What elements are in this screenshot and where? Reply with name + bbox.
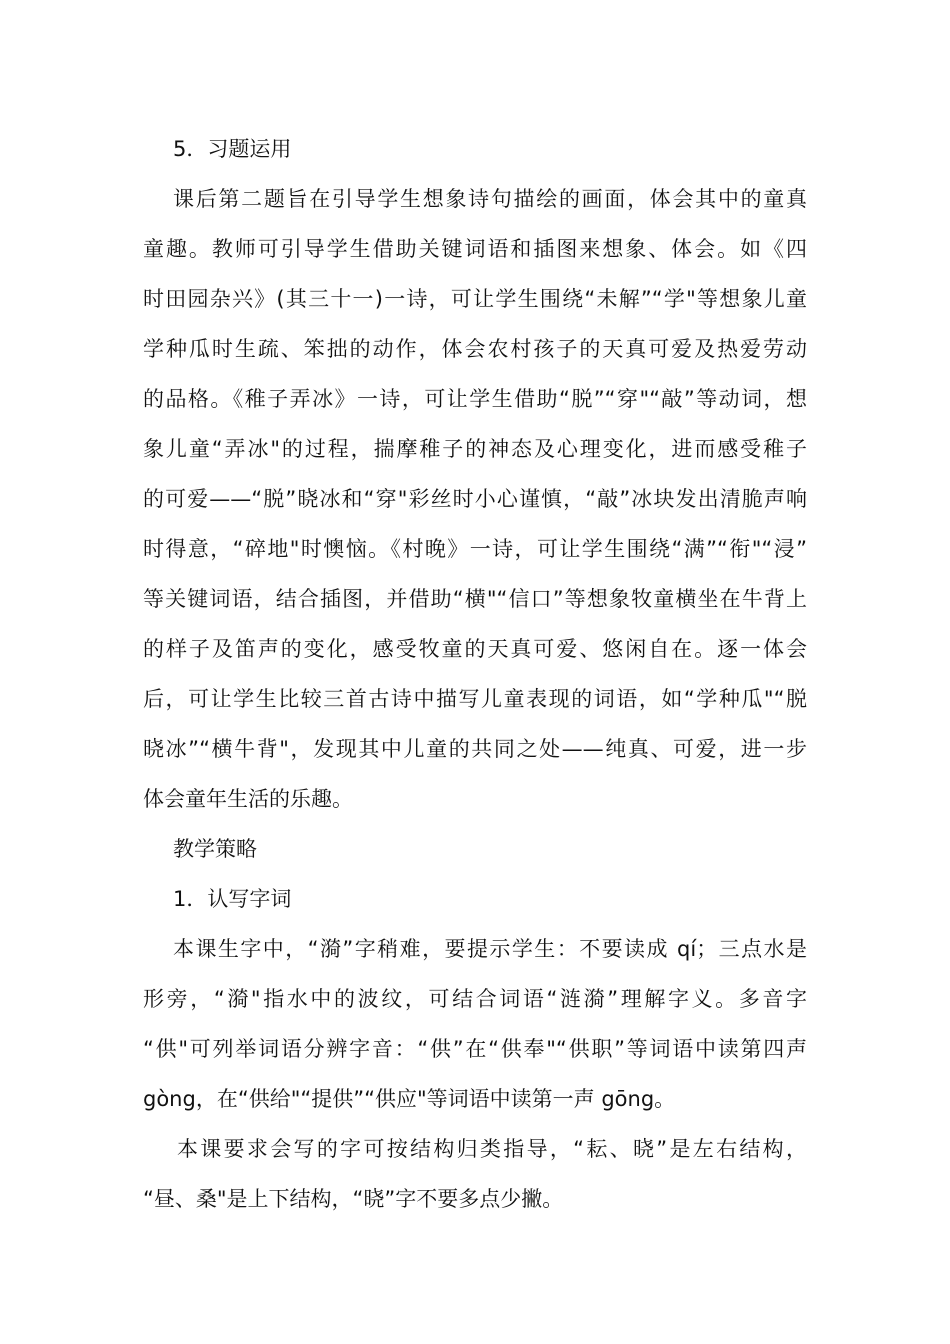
paragraph-line: 童趣。教师可引导学生借助关键词语和插图来想象、体会。如《四 — [143, 237, 807, 261]
paragraph-line: 等关键词语，结合插图，并借助“横"“信口”等想象牧童横坐在牛背上 — [143, 587, 807, 611]
paragraph-line: 的样子及笛声的变化，感受牧童的天真可爱、悠闲自在。逐一体会 — [143, 637, 807, 661]
section-title-words: 1．认写字词 — [173, 887, 292, 911]
paragraph-line: “昼、桑"是上下结构，“晓”字不要多点少撇。 — [143, 1187, 564, 1211]
paragraph-writing — [143, 1124, 807, 1224]
paragraph-line: 体会童年生活的乐趣。 — [143, 787, 353, 811]
paragraph-line: 象儿童“弄冰"的过程，揣摩稚子的神态及心理变化，进而感受稚子 — [143, 437, 807, 461]
paragraph-line: 本课要求会写的字可按结构归类指导，“耘、晓”是左右结构， — [177, 1137, 807, 1161]
paragraph-line: 晓冰”“横牛背"，发现其中儿童的共同之处——纯真、可爱，进一步 — [143, 737, 807, 761]
paragraph-exercise — [143, 174, 807, 824]
paragraph-line: “供"可列举词语分辨字音：“供”在“供奉"“供职”等词语中读第四声 — [143, 1037, 807, 1061]
section-title-exercise: 5．习题运用 — [173, 137, 292, 161]
paragraph-line: 本课生字中，“漪”字稍难，要提示学生：不要读成 qí；三点水是 — [173, 937, 807, 961]
paragraph-line: 后，可让学生比较三首古诗中描写儿童表现的词语，如“学种瓜"“脱 — [143, 687, 807, 711]
section-title-strategy: 教学策略 — [173, 837, 257, 861]
paragraph-line: 的可爱——“脱”晓冰和“穿"彩丝时小心谨慎，“敲”冰块发出清脆声响 — [143, 487, 807, 511]
paragraph-words — [143, 924, 807, 1124]
paragraph-line: 时田园杂兴》(其三十一)一诗，可让学生围绕“未解”“学"等想象儿童 — [143, 287, 807, 311]
paragraph-line: 时得意，“碎地"时懊恼。《村晚》一诗，可让学生围绕“满”“衔"“浸” — [143, 537, 807, 561]
paragraph-line: 形旁，“漪"指水中的波纹，可结合词语“涟漪”理解字义。多音字 — [143, 987, 807, 1011]
paragraph-line: 课后第二题旨在引导学生想象诗句描绘的画面，体会其中的童真 — [173, 187, 807, 211]
paragraph-line: gòng，在“供给"“提供”“供应"等词语中读第一声 gōng。 — [143, 1087, 676, 1111]
paragraph-line: 学种瓜时生疏、笨拙的动作，体会农村孩子的天真可爱及热爱劳动 — [143, 337, 807, 361]
paragraph-line: 的品格。《稚子弄冰》一诗，可让学生借助“脱”“穿"“敲”等动词，想 — [143, 387, 807, 411]
document-body — [143, 124, 807, 1224]
